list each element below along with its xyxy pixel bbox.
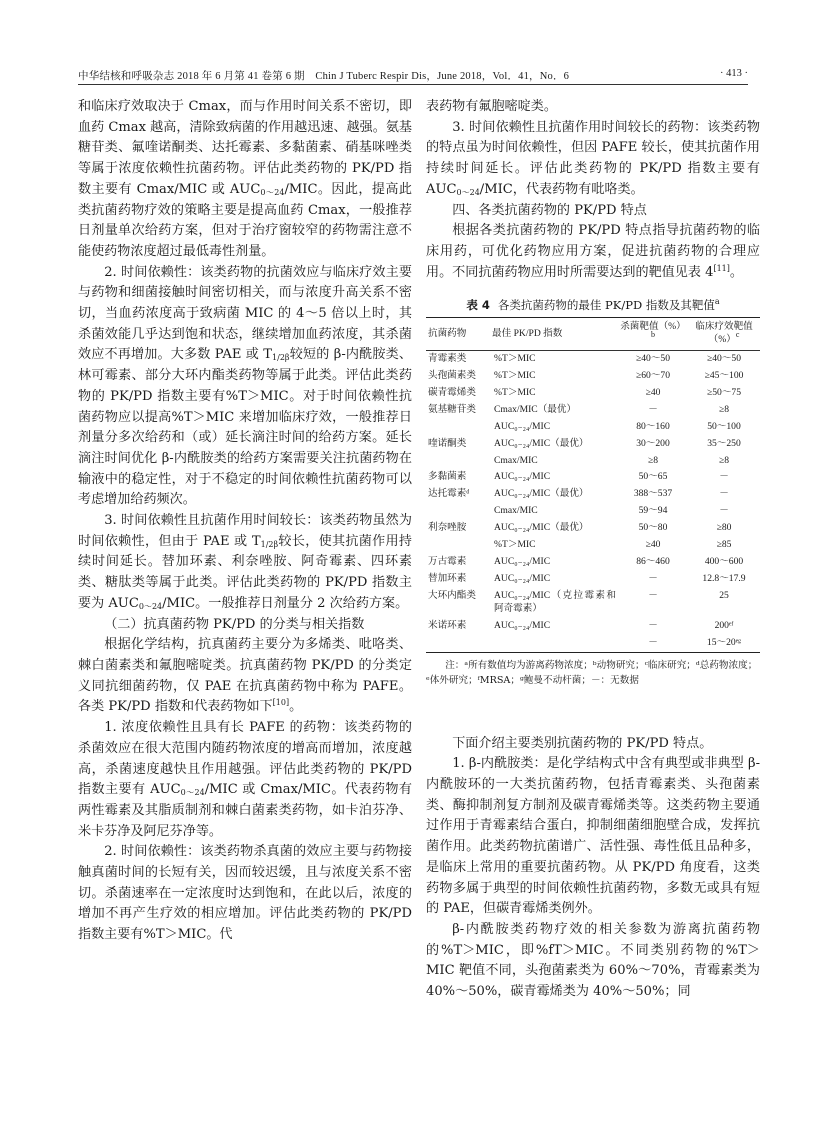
citation-ref: [11] bbox=[713, 263, 730, 273]
cell-bactericidal: ≥40 bbox=[645, 386, 661, 398]
cell-drug: 多黏菌素 bbox=[428, 471, 467, 483]
cell-drug: 利奈唑胺 bbox=[428, 522, 467, 534]
paragraph: 根据化学结构，抗真菌药主要分为多烯类、吡咯类、棘白菌素类和氟胞嘧啶类。抗真菌药物 PK/PD 的分类定义同抗细菌药物，仅 PAE 在抗真菌药物中称为 PAFE。各类 PK/PD 指数和代表药物如下[10]。 bbox=[78, 637, 412, 715]
cell-index: Cmax/MIC bbox=[494, 454, 538, 466]
cell-index: Cmax/MIC（最优） bbox=[494, 403, 577, 415]
cell-drug bbox=[426, 537, 490, 554]
section-heading: 四、各类抗菌药物的 PK/PD 特点 bbox=[452, 202, 647, 218]
cell-bactericidal: 388～537 bbox=[633, 488, 673, 500]
cell-drug: 大环内酯类 bbox=[428, 590, 476, 602]
cell-drug: 达托霉素ᵈ bbox=[428, 488, 470, 500]
cell-index: Cmax/MIC bbox=[494, 505, 538, 517]
table-row bbox=[426, 452, 760, 469]
paragraph: 下面介绍主要类别抗菌药物的 PK/PD 特点。 bbox=[452, 735, 713, 751]
table-row bbox=[426, 418, 760, 435]
cell-index: AUC₀₋₂₄/MIC（最优） bbox=[494, 488, 589, 500]
pkpd-table bbox=[426, 317, 760, 652]
cell-index: AUC₀₋₂₄/MIC bbox=[494, 573, 551, 585]
paragraph: 根据各类抗菌药物的 PK/PD 特点指导抗菌药物的临床用药，可优化药物应用方案，促进抗菌药物的合理应用。不同抗菌药物应用时所需要达到的靶值见表 4[11]。 bbox=[426, 223, 760, 280]
cell-clinical: 35～250 bbox=[707, 437, 741, 449]
table-row bbox=[426, 469, 760, 486]
cell-clinical: 200ᵉᶠ bbox=[714, 619, 734, 631]
cell-drug bbox=[426, 452, 490, 469]
cell-drug bbox=[426, 635, 490, 652]
cell-clinical: 25 bbox=[719, 590, 729, 602]
cell-index: %T＞MIC bbox=[494, 539, 536, 551]
cell-bactericidal: ≥60～70 bbox=[635, 369, 671, 381]
cell-bactericidal: ≥40 bbox=[645, 539, 661, 551]
cell-drug: 万古霉素 bbox=[428, 556, 467, 568]
cell-index: %T＞MIC bbox=[494, 352, 536, 364]
citation-ref: [10] bbox=[272, 698, 290, 708]
cell-clinical: ≥85 bbox=[716, 539, 732, 551]
paragraph: 1. 浓度依赖性且具有长 PAFE 的药物：该类药物的杀菌效应在很大范围内随药物浓度的增高而增加，浓度越高，杀菌速度越快且作用越强。评估此类药物的 PK/PD 指数主要有 $AUC_{0\sim 24}$/MIC 或 Cmax/MIC。代表药物有两性霉素及其脂质制剂和棘白菌素类药物，如卡泊芬净、米卡芬净及阿尼芬净等。 bbox=[78, 720, 413, 839]
table-row bbox=[426, 618, 760, 635]
cell-bactericidal: － bbox=[648, 636, 658, 648]
cell-index: %T＞MIC bbox=[494, 369, 536, 381]
cell-clinical: ≥80 bbox=[716, 522, 732, 534]
cell-clinical: － bbox=[719, 488, 729, 500]
page-number: · 413 · bbox=[720, 68, 748, 79]
table-caption: 表 4 各类抗菌药物的最佳 PK/PD 指数及其靶值$^a$ bbox=[466, 297, 720, 313]
cell-clinical: － bbox=[719, 471, 729, 483]
cell-clinical: ≥8 bbox=[718, 454, 730, 466]
table-row bbox=[426, 384, 760, 401]
cell-drug bbox=[426, 503, 490, 520]
cell-bactericidal: ≥8 bbox=[647, 454, 659, 466]
journal-citation: 中华结核和呼吸杂志 2018 年 6 月第 41 卷第 6 期 Chin J Tuberc Respir Dis，June 2018，Vol．41，No．6 bbox=[78, 71, 570, 82]
cell-clinical: 50～100 bbox=[707, 420, 741, 432]
cell-drug: 碳青霉烯类 bbox=[428, 386, 476, 398]
table-note: 注：ᵃ所有数值均为游离药物浓度；ᵇ动物研究；ᶜ临床研究；ᵈ总药物浓度；ᵉ体外研究；ᶠMRSA；ᵍ鲍曼不动杆菌；－：无数据 bbox=[426, 659, 758, 686]
paragraph: 3. 时间依赖性且抗菌作用时间较长的药物：该类药物的特点虽为时间依赖性，但因 PAFE 较长，使其抗菌作用持续时间延长。评估此类药物的 PK/PD 指数主要有 $AUC_{0\sim 24}$/MIC，代表药物有吡咯类。 bbox=[426, 119, 760, 197]
cell-drug: 头孢菌素类 bbox=[428, 369, 476, 381]
paragraph: β-内酰胺类药物疗效的相关参数为游离抗菌药物的%T＞MIC，即%fT＞MIC。不同类别药物的%T＞MIC 靶值不同，头孢菌素类为 60%～70%，青霉素类为 40%～50%，碳青霉烯类为 40%～50%；同 bbox=[426, 921, 760, 1000]
paragraph: 表药物有氟胞嘧啶类。 bbox=[426, 99, 557, 114]
table-row bbox=[426, 635, 760, 652]
cell-bactericidal: 30～200 bbox=[636, 437, 670, 449]
table-row bbox=[426, 588, 760, 618]
header-index: 最佳 PK/PD 指数 bbox=[490, 318, 618, 350]
section-heading: （二）抗真菌药物 PK/PD 的分类与相关指数 bbox=[104, 616, 365, 632]
table-row bbox=[426, 486, 760, 503]
cell-drug: 米诺环素 bbox=[428, 619, 467, 631]
cell-bactericidal: ≥40～50 bbox=[635, 352, 671, 364]
cell-bactericidal: 86～460 bbox=[636, 556, 670, 568]
cell-clinical: ≥8 bbox=[718, 403, 730, 415]
table-row bbox=[426, 537, 760, 554]
cell-index: AUC₀₋₂₄/MIC bbox=[494, 556, 551, 568]
cell-clinical: ≥45～100 bbox=[704, 369, 744, 381]
table-row bbox=[426, 435, 760, 452]
cell-bactericidal: 59～94 bbox=[638, 505, 668, 517]
cell-index: AUC₀₋₂₄/MIC bbox=[494, 619, 551, 631]
cell-index: %T＞MIC bbox=[494, 386, 536, 398]
header-drug: 抗菌药物 bbox=[426, 318, 490, 350]
cell-drug: 氨基糖苷类 bbox=[428, 403, 476, 415]
table-4 bbox=[426, 297, 760, 687]
cell-index: AUC₀₋₂₄/MIC bbox=[494, 420, 551, 432]
table-row bbox=[426, 571, 760, 588]
paragraph: 2. 时间依赖性：该类药物的抗菌效应与临床疗效主要与药物和细菌接触时间密切相关，而与浓度升高关系不密切，当血药浓度高于致病菌 MIC 的 4～5 倍以上时，其杀菌效能几乎达到饱和状态，继续增加血药浓度，其杀菌效应不再增加。大多数 PAE 或 $T_{1/2\beta}$较短的 β-内酰胺类、林可霉素、部分大环内酯类药物等属于此类。评估此类药物的 PK/PD 指数主要有%T＞MIC。对于时间依赖性抗菌药物应以提高%T＞MIC 来增加临床疗效，一般推荐日剂量分多次给药和（或）延长滴注时间的给药方案。延长滴注时间优化 β-内酰胺类的给药方案需要关注抗菌药物在输液中的稳定性，对于不稳定的时间依赖性抗菌药物可以考虑增加给药频次。 bbox=[78, 264, 413, 508]
cell-drug bbox=[426, 418, 490, 435]
right-column bbox=[426, 97, 760, 1003]
paragraph: 和临床疗效取决于 Cmax，而与作用时间关系不密切，即血药 Cmax 越高，清除致病菌的作用越迅速、越强。氨基糖苷类、氟喹诺酮类、达托霉素、多黏菌素、硝基咪唑类等属于浓度依赖性抗菌药物。评估此类药物的 PK/PD 指数主要有 Cmax/MIC 或 $AUC_{0\sim 24}$/MIC。因此，提高此类抗菌药物疗效的策略主要是提高血药 Cmax，一般推荐日剂量单次给药方案，但对于治疗窗较窄的药物需注意不能使药物浓度超过最低毒性剂量。 bbox=[78, 99, 413, 259]
cell-clinical: ≥40～50 bbox=[706, 352, 742, 364]
cell-index: AUC₀₋₂₄/MIC（最优） bbox=[494, 522, 589, 534]
table-row bbox=[426, 401, 760, 418]
table-header-row bbox=[426, 318, 760, 350]
cell-bactericidal: 80～160 bbox=[636, 420, 670, 432]
cell-drug: 青霉素类 bbox=[428, 352, 467, 364]
paragraph: 3. 时间依赖性且抗菌作用时间较长：该类药物虽然为时间依赖性，但由于 PAE 或 $T_{1/2\beta}$较长，使其抗菌作用持续时间延长。替加环素、利奈唑胺、阿奇霉素、四环素类、糖肽类等属于此类。评估此类药物的 PK/PD 指数主要为 $AUC_{0\sim 24}$/MIC。一般推荐日剂量分 2 次给药方案。 bbox=[78, 513, 413, 611]
table-row bbox=[426, 503, 760, 520]
cell-bactericidal: － bbox=[648, 403, 658, 415]
cell-bactericidal: － bbox=[648, 619, 658, 631]
cell-drug: 喹诺酮类 bbox=[428, 437, 467, 449]
cell-index: AUC₀₋₂₄/MIC bbox=[494, 471, 551, 483]
table-row bbox=[426, 350, 760, 367]
cell-clinical: 15～20ᵉᵍ bbox=[706, 636, 742, 648]
cell-clinical: 400～600 bbox=[704, 556, 744, 568]
cell-drug: 替加环素 bbox=[428, 573, 467, 585]
cell-clinical: － bbox=[719, 505, 729, 517]
table-row bbox=[426, 520, 760, 537]
cell-index: AUC₀₋₂₄/MIC（克拉霉素和阿奇霉素） bbox=[494, 590, 616, 614]
cell-index bbox=[490, 635, 618, 652]
header-clinical: 临床疗效靶值（%）$^c$ bbox=[688, 318, 760, 350]
cell-bactericidal: 50～65 bbox=[638, 471, 668, 483]
header-bactericidal: 杀菌靶值（%）$^b$ bbox=[618, 318, 688, 350]
left-column bbox=[78, 97, 412, 946]
running-header bbox=[78, 66, 748, 85]
cell-bactericidal: 50～80 bbox=[638, 522, 668, 534]
cell-clinical: ≥50～75 bbox=[706, 386, 742, 398]
cell-bactericidal: － bbox=[648, 573, 658, 585]
table-row bbox=[426, 554, 760, 571]
cell-bactericidal: － bbox=[648, 590, 658, 602]
cell-index: AUC₀₋₂₄/MIC（最优） bbox=[494, 437, 589, 449]
paragraph: 2. 时间依赖性：该类药物杀真菌的效应主要与药物接触真菌时间的长短有关，因而较迟缓，且与浓度关系不密切。杀菌速率在一定浓度时达到饱和，在此以后，浓度的增加不再产生疗效的相应增加。评估此类药物的 PK/PD 指数主要有%T＞MIC。代 bbox=[78, 844, 412, 943]
cell-clinical: 12.8～17.9 bbox=[702, 573, 746, 585]
table-row bbox=[426, 367, 760, 384]
paragraph: 1. β-内酰胺类：是化学结构式中含有典型或非典型 β-内酰胺环的一大类抗菌药物，包括青霉素类、头孢菌素类、酶抑制剂复方制剂及碳青霉烯类等。这类药物主要通过作用于青霉素结合蛋白，抑制细菌细胞壁合成，发挥抗菌作用。此类药物抗菌谱广、活性强、毒性低且品种多，是临床上常用的重要抗菌药物。从 PK/PD 角度看，这类药物多属于典型的时间依赖性抗菌药物，多数无或具有短的 PAE，但碳青霉烯类例外。 bbox=[426, 756, 760, 917]
